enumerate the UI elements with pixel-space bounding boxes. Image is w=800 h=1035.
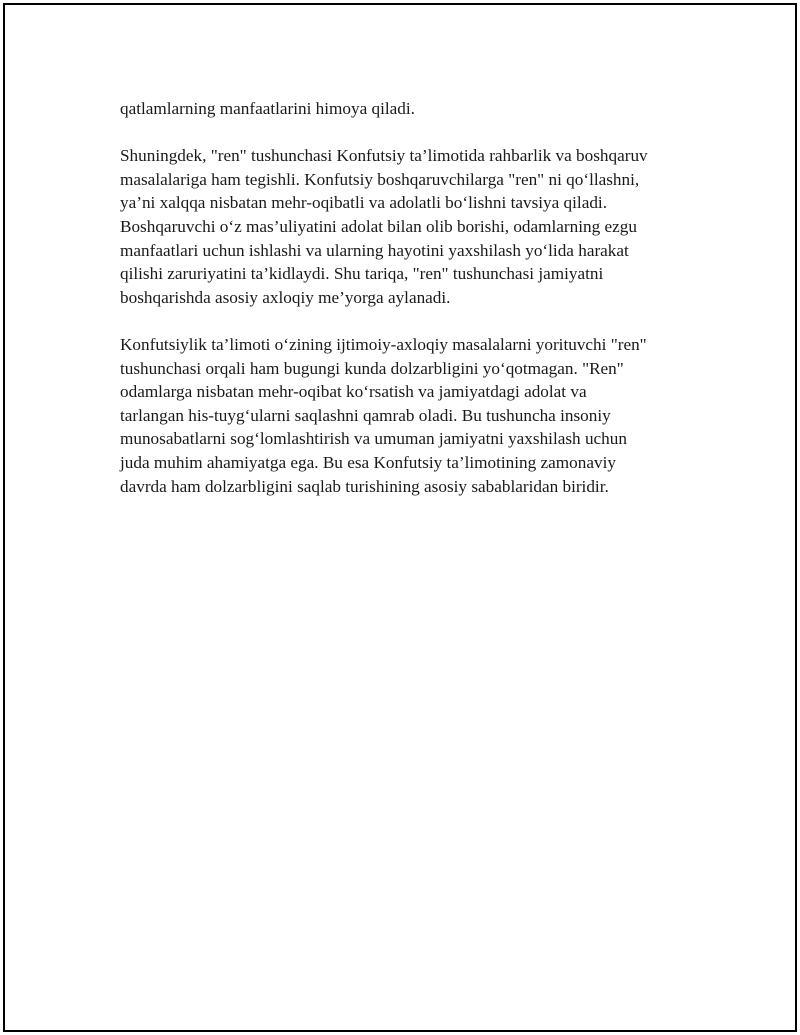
text-line: tarlangan his-tuyg‘ularni saqlashni qamrab oladi. Bu tushuncha insoniy <box>120 405 611 425</box>
text-line: munosabatlarni sog‘lomlashtirish va umuman jamiyatni yaxshilash uchun <box>120 429 627 449</box>
text-line: juda muhim ahamiyatga ega. Bu esa Konfutsiy ta’limotining zamonaviy <box>120 452 616 472</box>
text-line: tushunchasi orqali ham bugungi kunda dolzarbligini yo‘qotmagan. "Ren" <box>120 358 624 378</box>
document-body <box>120 97 700 522</box>
paragraph-2 <box>120 144 700 309</box>
paragraph-3 <box>120 333 700 498</box>
text-line: boshqarishda asosiy axloqiy me’yorga aylanadi. <box>120 287 451 307</box>
text-line: davrda ham dolzarbligini saqlab turishining asosiy sabablaridan biridir. <box>120 476 609 496</box>
document-page <box>3 3 797 1032</box>
text-line: manfaatlari uchun ishlashi va ularning hayotini yaxshilash yo‘lida harakat <box>120 240 629 260</box>
text-line: Konfutsiylik ta’limoti o‘zining ijtimoiy-axloqiy masalalarni yorituvchi "ren" <box>120 334 647 354</box>
text-line: ya’ni xalqqa nisbatan mehr-oqibatli va adolatli bo‘lishni tavsiya qiladi. <box>120 193 607 213</box>
text-line: odamlarga nisbatan mehr-oqibat ko‘rsatish va jamiyatdagi adolat va <box>120 382 587 402</box>
text-line: qatlamlarning manfaatlarini himoya qiladi. <box>120 99 415 118</box>
text-line: masalalariga ham tegishli. Konfutsiy boshqaruvchilarga "ren" ni qo‘llashni, <box>120 169 640 189</box>
text-line: Boshqaruvchi o‘z mas’uliyatini adolat bilan olib borishi, odamlarning ezgu <box>120 216 637 236</box>
paragraph-1 <box>120 97 700 121</box>
text-line: Shuningdek, "ren" tushunchasi Konfutsiy ta’limotida rahbarlik va boshqaruv <box>120 146 648 166</box>
text-line: qilishi zaruriyatini ta’kidlaydi. Shu tariqa, "ren" tushunchasi jamiyatni <box>120 264 604 284</box>
